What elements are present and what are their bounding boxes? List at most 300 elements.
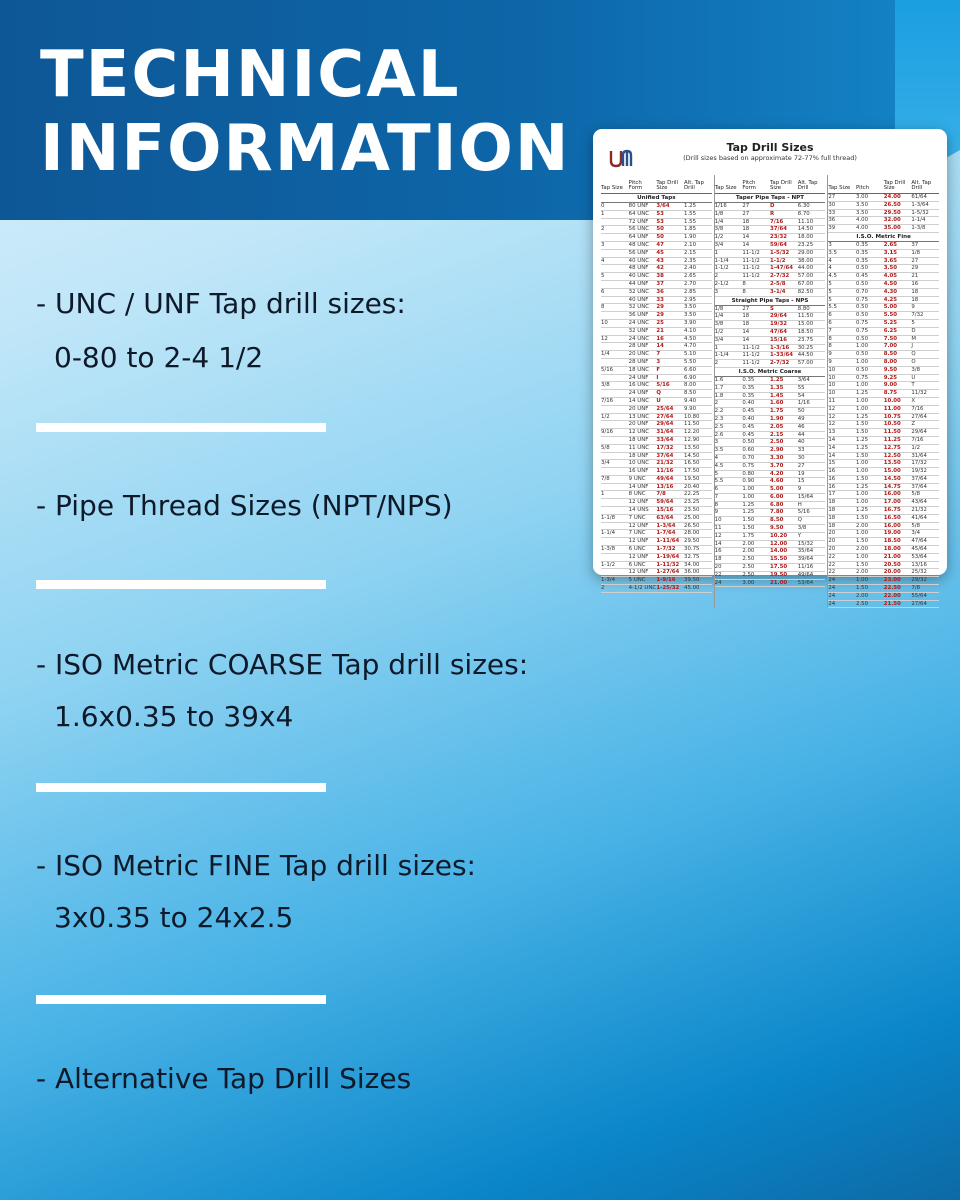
table-row (715, 385, 826, 393)
table-row (828, 225, 939, 233)
table-cell: 17/32 (911, 460, 927, 467)
rows-iso-coarse-cont (828, 194, 939, 233)
table-cell: 2.3 (714, 415, 724, 422)
page-title (40, 38, 570, 186)
table-cell: 50 (797, 408, 805, 415)
header-cell: Pitch Form (742, 179, 756, 192)
card-columns (601, 175, 939, 608)
table-cell: 45.00 (684, 585, 700, 592)
table-cell (601, 359, 629, 366)
table-cell: 37/64 (770, 226, 787, 233)
table-cell: 53 (656, 210, 664, 217)
table-row (601, 336, 712, 344)
table-row (828, 328, 939, 336)
table-cell: 0.35 (856, 249, 869, 256)
table-cell: 9.50 (883, 366, 897, 373)
table-cell: 16 (828, 475, 836, 482)
table-cell: 0.35 (856, 257, 869, 264)
table-row (828, 202, 939, 210)
table-cell: 1.50 (742, 517, 755, 524)
table-cell: 11/16 (656, 468, 674, 475)
table-cell: 3 (828, 241, 832, 248)
table-cell: 56 UNF (628, 249, 649, 256)
table-cell: 10 (828, 374, 836, 381)
table-cell: 2.65 (883, 241, 897, 248)
table-cell (601, 312, 629, 319)
table-row (601, 226, 712, 234)
table-row (715, 424, 826, 432)
table-cell: 18 UNF (628, 436, 649, 443)
table-cell: 4.5 (828, 273, 837, 280)
table-cell: 0.75 (742, 462, 755, 469)
table-cell: 5 (911, 319, 915, 326)
table-row (715, 306, 826, 314)
table-row (715, 329, 826, 337)
table-row (715, 478, 826, 486)
card-header (601, 135, 939, 175)
table-cell: 54 (797, 392, 805, 399)
table-row (601, 258, 712, 266)
table-cell: 24 UNF (628, 374, 649, 381)
table-row (601, 320, 712, 328)
table-cell: 1-3/64 (656, 522, 676, 529)
table-cell: 16.00 (883, 522, 901, 529)
table-cell: 29/32 (911, 577, 927, 584)
table-cell: 7/16 (911, 405, 924, 412)
table-cell: 4 (601, 257, 605, 264)
table-cell: 2.00 (856, 546, 869, 553)
table-cell: 23/32 (770, 234, 787, 241)
header-cell: Pitch Form (628, 179, 643, 192)
table-cell: 1-19/64 (656, 553, 680, 560)
table-cell: 55 (797, 384, 805, 391)
feature-alternative (36, 1058, 411, 1100)
table-cell: 19.50 (770, 571, 788, 578)
table-cell: 27/64 (911, 413, 927, 420)
table-cell: 29 (911, 265, 919, 272)
table-cell: 44.50 (797, 352, 814, 359)
table-cell: 57.00 (797, 273, 814, 280)
table-cell: 24 (828, 585, 836, 592)
table-cell: 0.50 (742, 439, 755, 446)
table-cell: 1/2 (911, 444, 921, 451)
table-cell: 18 (828, 522, 836, 529)
table-cell: 1 (601, 210, 605, 217)
table-cell: 7 UNC (628, 530, 646, 537)
table-cell: 3/4 (601, 460, 610, 467)
table-cell: 49 (797, 415, 805, 422)
table-cell: 0.45 (856, 273, 869, 280)
table-row (601, 375, 712, 383)
table-cell: 6.90 (684, 374, 697, 381)
table-cell: 1.50 (856, 421, 869, 428)
brand-logo-icon (609, 147, 635, 169)
table-cell: 11.50 (797, 313, 814, 320)
table-row (715, 541, 826, 549)
table-cell: 37/64 (911, 483, 927, 490)
table-cell: 8.50 (770, 517, 784, 524)
table-cell: 46 (797, 423, 805, 430)
table-cell: 2.50 (742, 556, 755, 563)
table-cell: 8.70 (797, 210, 810, 217)
table-cell: 59/64 (656, 499, 674, 506)
separator-bar (36, 423, 326, 432)
table-cell: 29 (656, 304, 664, 311)
table-cell: 6.30 (797, 203, 810, 209)
table-row (828, 367, 939, 375)
table-cell: 19 (797, 470, 805, 477)
table-cell: 5/16 (797, 509, 810, 516)
table-cell: 6.80 (770, 501, 784, 508)
table-row (601, 203, 712, 211)
table-row (601, 507, 712, 515)
table-cell: 19.50 (684, 475, 700, 482)
table-row (828, 304, 939, 312)
table-row (601, 585, 712, 593)
table-cell: 3.50 (684, 304, 697, 311)
table-cell: 1-1/4 (601, 530, 616, 537)
table-cell: R (770, 210, 775, 217)
table-cell: 4 (714, 454, 719, 461)
table-cell: 2-5/8 (770, 280, 786, 287)
table-cell: 1-27/64 (656, 569, 680, 576)
table-cell (601, 499, 629, 506)
table-cell: 1-7/64 (656, 530, 676, 537)
table-cell: 6 (714, 486, 719, 493)
table-cell: I (656, 374, 659, 381)
table-cell: 1-7/32 (656, 546, 676, 553)
table-row (828, 562, 939, 570)
table-cell: 26.50 (684, 522, 700, 529)
table-row (601, 351, 712, 359)
table-cell: 27/64 (911, 600, 927, 607)
table-cell: 1/4 (601, 351, 610, 358)
table-row (828, 530, 939, 538)
table-cell: 2.00 (742, 548, 755, 555)
section-title-unified: Unified Taps (601, 194, 712, 203)
table-cell: 33 (828, 209, 836, 216)
table-cell: 36 (656, 288, 664, 295)
table-cell: 7/8 (656, 491, 666, 498)
table-cell (601, 523, 629, 530)
table-cell: 0.35 (742, 392, 755, 399)
table-cell: 4.5 (714, 462, 724, 469)
table-cell: 63/64 (656, 514, 674, 521)
table-row (828, 265, 939, 273)
table-cell: 47 (656, 241, 664, 248)
table-row (715, 432, 826, 440)
table-cell: 2.85 (684, 288, 697, 295)
table-cell: 36.00 (684, 569, 700, 576)
table-row (828, 491, 939, 499)
table-row (715, 400, 826, 408)
table-cell: 30 (828, 201, 836, 208)
table-cell: 5.5 (714, 478, 724, 485)
table-cell: 8 (828, 343, 832, 350)
card-subtitle: (Drill sizes based on approximate 72-77% full thread) (683, 154, 857, 162)
table-cell: 0.35 (856, 241, 869, 248)
table-row (828, 523, 939, 531)
feature-range: 0-80 to 2-4 1/2 (54, 341, 264, 374)
table-cell: 12.75 (883, 444, 901, 451)
table-cell: 1-1/2 (601, 561, 616, 568)
table-cell: 17 (828, 491, 836, 498)
table-cell: 14 (742, 336, 750, 343)
table-cell: 1.00 (856, 382, 869, 389)
table-cell: 47/64 (770, 328, 787, 335)
table-cell: 13.50 (684, 444, 700, 451)
table-cell: 11 UNC (628, 444, 649, 451)
table-cell: 29 (656, 312, 664, 319)
table-row (601, 515, 712, 523)
table-row (828, 343, 939, 351)
table-cell: 20 (828, 546, 836, 553)
feature-label: - UNC / UNF Tap drill sizes: (36, 287, 406, 320)
table-cell: 45/64 (911, 546, 927, 553)
table-row (828, 320, 939, 328)
table-row (828, 577, 939, 585)
table-row (828, 382, 939, 390)
table-cell: 9 (828, 358, 832, 365)
table-cell: 82.50 (797, 288, 814, 295)
table-cell: 0.50 (856, 280, 869, 287)
table-cell: 1/16 (714, 203, 727, 209)
table-cell: 14 (828, 444, 836, 451)
table-cell: 1-1/2 (770, 257, 786, 264)
table-cell: 1.00 (742, 486, 755, 493)
table-cell: 5/8 (601, 444, 610, 451)
table-cell: 1.00 (856, 405, 869, 412)
table-cell: 45 (656, 249, 664, 256)
table-row (828, 421, 939, 429)
table-cell: 3.00 (856, 194, 869, 200)
table-cell: 24 (714, 579, 722, 586)
table-cell: 0.45 (742, 431, 755, 438)
header-cell: Alt. Tap Drill (684, 179, 704, 192)
table-cell: 1.90 (684, 234, 697, 241)
table-row (828, 273, 939, 281)
table-cell: 57.00 (797, 360, 814, 367)
table-cell: 23.75 (797, 336, 814, 343)
table-cell: 12.50 (883, 452, 901, 459)
table-cell: 9.90 (684, 405, 697, 412)
table-cell: 23.50 (684, 507, 700, 514)
table-cell: 15.00 (883, 468, 901, 475)
table-cell: 4.00 (856, 217, 869, 224)
table-cell: 18.50 (797, 328, 814, 335)
table-cell: 1.00 (856, 577, 869, 584)
table-cell: 3.50 (856, 209, 869, 216)
table-cell: 1.25 (856, 507, 869, 514)
table-cell: 2.15 (684, 249, 697, 256)
table-cell: S (770, 305, 774, 312)
feature-iso-fine (36, 845, 476, 939)
table-cell: 16 UNC (628, 382, 649, 389)
table-cell: 3 (714, 439, 719, 446)
table-row (828, 351, 939, 359)
table-cell: 33 (797, 447, 805, 454)
table-cell (601, 507, 629, 514)
table-cell: 0.40 (742, 415, 755, 422)
feature-label: - ISO Metric FINE Tap drill sizes: (36, 849, 476, 882)
table-row (828, 460, 939, 468)
table-cell: 1-1/8 (601, 514, 616, 521)
table-cell: 23.25 (797, 241, 814, 248)
table-cell (601, 538, 629, 545)
table-row (828, 194, 939, 202)
table-cell: 1/2 (601, 413, 610, 420)
table-row (828, 359, 939, 367)
table-cell: 8 (714, 501, 719, 508)
table-cell (601, 437, 629, 444)
table-cell: 11-1/2 (742, 273, 760, 280)
table-cell: 0.35 (742, 376, 755, 383)
table-cell: 1/2 (714, 234, 724, 241)
table-row (828, 484, 939, 492)
rows-npt (715, 203, 826, 297)
table-row (715, 393, 826, 401)
table-cell: 28 UNF (628, 358, 649, 365)
table-cell (601, 328, 629, 335)
table-cell: 13 UNC (628, 413, 649, 420)
table-cell: 1-1/2 (714, 265, 729, 272)
table-cell: 2-7/32 (770, 360, 790, 367)
table-cell: 21/32 (911, 507, 927, 514)
table-cell: 11-1/2 (742, 352, 760, 359)
table-row (828, 297, 939, 305)
card-title: Tap Drill Sizes (726, 141, 814, 154)
table-cell: 37/64 (911, 475, 927, 482)
table-cell: 17.50 (770, 564, 788, 571)
table-cell: 64 UNF (628, 234, 649, 241)
table-row (715, 265, 826, 273)
table-cell: 29/64 (770, 313, 787, 320)
table-cell: 44 UNF (628, 280, 649, 287)
table-cell: 2 (601, 585, 605, 592)
table-cell: 33 (656, 296, 664, 303)
table-cell: 3.5 (828, 249, 837, 256)
table-cell: 32.00 (883, 217, 901, 224)
table-cell: 7.80 (770, 509, 784, 516)
table-row (828, 336, 939, 344)
table-cell: 10.75 (883, 413, 901, 420)
table-row (601, 219, 712, 227)
table-cell: 1-11/32 (656, 561, 680, 568)
table-row (828, 601, 939, 609)
table-cell: 9 (828, 351, 832, 358)
table-cell: 9 (797, 486, 802, 493)
table-row (601, 382, 712, 390)
table-cell: 11.25 (883, 436, 901, 443)
separator-bar (36, 580, 326, 589)
table-cell: 55/64 (911, 592, 927, 599)
table-cell: 8 (601, 304, 605, 311)
table-row (601, 406, 712, 414)
table-cell: 1.6 (714, 376, 724, 383)
table-cell: 1.50 (856, 475, 869, 482)
feature-pipe-thread (36, 485, 453, 527)
table-cell: 1.50 (856, 561, 869, 568)
table-cell: 6.00 (770, 493, 784, 500)
table-row (715, 447, 826, 455)
table-cell: O (911, 358, 916, 365)
table-cell: 18 (714, 556, 722, 563)
table-row (601, 460, 712, 468)
table-cell: 2.5 (714, 423, 724, 430)
table-cell: 18 (742, 226, 750, 233)
table-cell: 29.00 (797, 249, 814, 256)
table-cell: 2.95 (684, 296, 697, 303)
table-cell: 2 (714, 273, 719, 280)
table-cell: 17/32 (656, 444, 674, 451)
table-cell: 4-1/2 UNC (628, 585, 657, 592)
table-row (828, 445, 939, 453)
table-cell: T (911, 382, 915, 389)
table-cell (601, 468, 629, 475)
table-cell: 42 (656, 265, 664, 272)
table-cell: 23.00 (883, 577, 901, 584)
table-cell: D (770, 203, 775, 209)
table-cell: 0.50 (856, 366, 869, 373)
table-row (715, 502, 826, 510)
table-cell: 0.80 (742, 470, 755, 477)
table-cell: 9.40 (684, 397, 697, 404)
table-row (601, 234, 712, 242)
table-cell: 2.00 (856, 522, 869, 529)
table-cell: 1.85 (684, 226, 697, 233)
table-cell: 31/64 (656, 429, 674, 436)
table-row (828, 414, 939, 422)
table-cell: 14 UNF (628, 483, 649, 490)
table-row (601, 312, 712, 320)
table-cell: 7.50 (883, 335, 897, 342)
table-cell: 3/4 (911, 530, 921, 537)
table-cell: 2.50 (770, 439, 784, 446)
table-row (715, 494, 826, 502)
header-cell: Tap Size (601, 185, 623, 192)
table-cell: 39/64 (797, 556, 814, 563)
table-row (828, 507, 939, 515)
table-cell: 3/8 (797, 525, 807, 532)
table-cell: 3-1/4 (770, 288, 786, 295)
table-cell: 25.00 (684, 514, 700, 521)
table-cell: 5/8 (911, 491, 921, 498)
table-cell: 14.50 (797, 226, 814, 233)
table-cell: 20 (828, 530, 836, 537)
table-row (601, 281, 712, 289)
tap-drill-card (593, 129, 947, 607)
table-cell: 12.20 (684, 429, 700, 436)
table-cell: 2.50 (742, 571, 755, 578)
table-row (601, 530, 712, 538)
table-cell: 0.40 (742, 400, 755, 407)
table-cell: 1.25 (742, 509, 755, 516)
table-cell: 40 UNC (628, 257, 649, 264)
table-cell: H (797, 501, 802, 508)
table-cell: 1.25 (856, 390, 869, 397)
table-cell: 11-1/2 (742, 257, 760, 264)
table-row (601, 437, 712, 445)
table-cell: U (911, 374, 916, 381)
table-cell: 2.00 (742, 540, 755, 547)
table-cell: 14 UNS (628, 507, 649, 514)
table-cell (601, 234, 629, 241)
table-cell (601, 484, 629, 491)
table-cell: 15.00 (797, 321, 814, 328)
table-cell: 2.10 (684, 241, 697, 248)
table-cell: 1.75 (742, 532, 755, 539)
table-cell (601, 421, 629, 428)
